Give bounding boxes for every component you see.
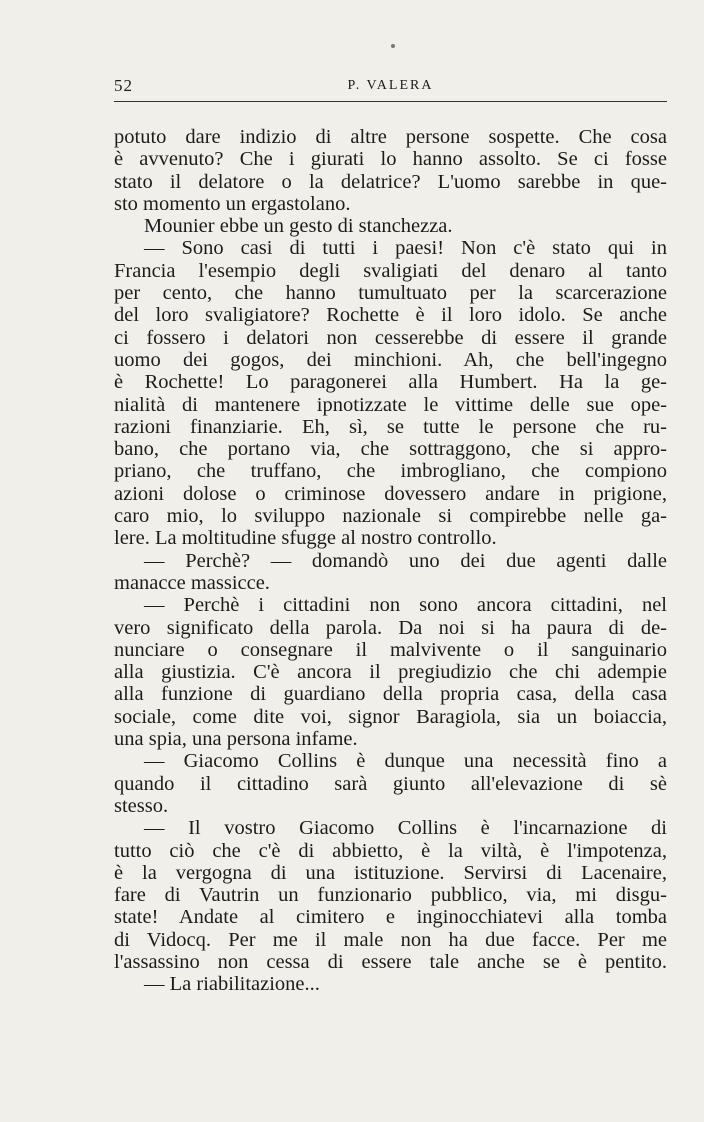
text-line: — Perchè? — domandò uno dei due agenti dalle [144, 549, 667, 572]
text-line: nunciare o consegnare il malvivente o il sanguinario [114, 638, 667, 661]
text-line: alla giustizia. C'è ancora il pregiudizio che chi adempie [114, 661, 667, 684]
text-line: caro mio, lo sviluppo nazionale si compirebbe nelle ga- [114, 505, 667, 528]
text-line: — Il vostro Giacomo Collins è l'incarnazione di [144, 817, 667, 840]
text-line: sociale, come dite voi, signor Baragiola, sia un boiaccia, [114, 705, 667, 728]
text-line: state! Andate al cimitero e inginocchiatevi alla tomba [114, 906, 667, 929]
text-line: uomo dei gogos, dei minchioni. Ah, che bell'ingegno [114, 348, 667, 371]
body-text [114, 126, 667, 996]
header-rule [114, 101, 667, 102]
ink-speck [391, 44, 395, 48]
running-head: P. VALERA [347, 78, 434, 93]
text-line: sto momento un ergastolano. [114, 192, 351, 215]
text-line: tutto ciò che c'è di abbietto, è la viltà, è l'impotenza, [114, 839, 667, 862]
text-line: una spia, una persona infame. [114, 728, 358, 751]
text-line: nialità di mantenere ipnotizzate le vittime delle sue ope- [114, 393, 667, 416]
text-line: stesso. [114, 794, 169, 817]
text-line: lere. La moltitudine sfugge al nostro controllo. [114, 527, 497, 550]
text-line: — Sono casi di tutti i paesi! Non c'è stato qui in [144, 237, 667, 260]
page-number: 52 [114, 76, 133, 95]
text-line: bano, che portano via, che sottraggono, che si appro- [114, 438, 667, 461]
text-line: — La riabilitazione... [144, 973, 320, 996]
text-line: vero significato della parola. Da noi si ha paura di de- [114, 616, 667, 639]
text-line: azioni dolose o criminose dovessero andare in prigione, [114, 482, 667, 505]
text-line: manacce massicce. [114, 571, 270, 594]
text-line: Mounier ebbe un gesto di stanchezza. [144, 215, 453, 238]
text-line: è avvenuto? Che i giurati lo hanno assolto. Se ci fosse [114, 148, 667, 171]
text-line: — Giacomo Collins è dunque una necessità fino a [144, 750, 667, 773]
page-header [114, 76, 667, 102]
text-line: — Perchè i cittadini non sono ancora cittadini, nel [144, 594, 667, 617]
text-line: ci fossero i delatori non cesserebbe di essere il grande [114, 326, 667, 349]
text-line: alla funzione di guardiano della propria casa, della casa [114, 683, 667, 706]
text-line: per cento, che hanno tumultuato per la scarcerazione [114, 282, 667, 305]
text-line: è Rochette! Lo paragonerei alla Humbert. Ha la ge- [114, 371, 667, 394]
text-line: Francia l'esempio degli svaligiati del denaro al tanto [114, 259, 667, 282]
text-line: fare di Vautrin un funzionario pubblico, via, mi disgu- [114, 884, 667, 907]
text-line: quando il cittadino sarà giunto all'elevazione di sè [114, 772, 667, 795]
text-line: razioni finanziarie. Eh, sì, se tutte le persone che ru- [114, 415, 667, 438]
text-line: stato il delatore o la delatrice? L'uomo sarebbe in que- [114, 170, 667, 193]
text-line: è la vergogna di una istituzione. Servirsi di Lacenaire, [114, 861, 667, 884]
text-line: potuto dare indizio di altre persone sospette. Che cosa [114, 126, 667, 148]
text-line: priano, che truffano, che imbrogliano, che compiono [114, 460, 667, 483]
text-line: di Vidocq. Per me il male non ha due facce. Per me [114, 928, 667, 951]
text-line: l'assassino non cessa di essere tale anche se è pentito. [114, 950, 667, 973]
text-line: del loro svaligiatore? Rochette è il loro idolo. Se anche [114, 304, 667, 327]
